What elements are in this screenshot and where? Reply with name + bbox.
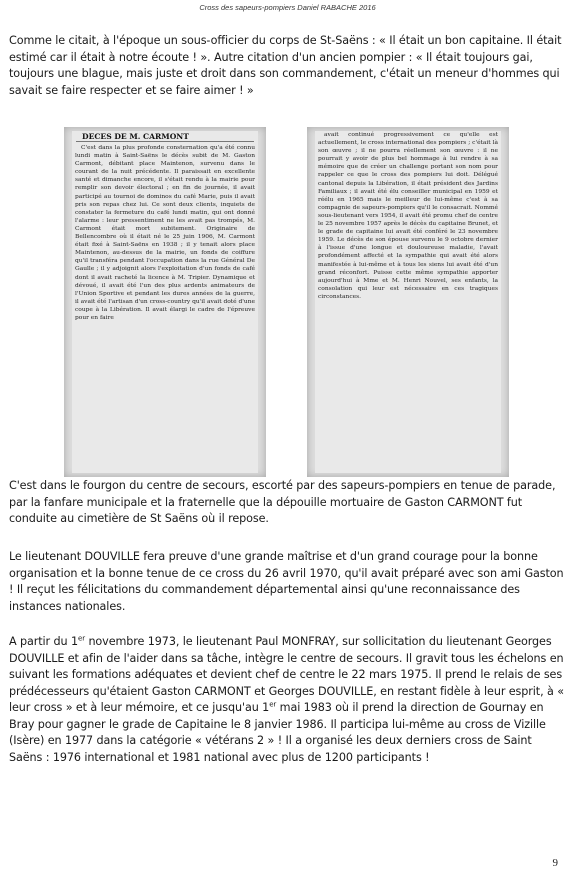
newspaper-clipping-right	[307, 127, 509, 477]
monfray-text-part2: novembre 1973, le lieutenant Paul MONFRAY, sur sollicitation du lieutenant Georges DOUVILLE et afin de l'aider dans sa tâche, intègre le centre de secours. Il gravit tous les échelons en suivant les formations adéquates et devient chef de centre le 22 mars 1975. Il prend le relais de ses prédécesseurs qu'étaient Gaston CARMONT et Georges DOUVILLE, en restant fidèle à leur esprit, à « leur cross » et à leur mémoire, et ce jusqu'au 1	[9, 635, 564, 714]
douville-paragraph: Le lieutenant DOUVILLE fera preuve d'une grande maîtrise et d'un grand courage pour la bonne organisation et la bonne tenue de ce cross du 26 avril 1970, qu'il avait préparé avec son ami Gaston ! Il reçut les félicitations du commandement départemental ainsi qu'une reconnaissance des instances nationales.	[9, 550, 564, 613]
monfray-text-part3: mai 1983 où il prend la direction de Gournay en Bray pour gagner le grade de Capitaine le 8 janvier 1986. Il participa lui-même au cross de Vizille (Isère) en 1977 dans la catégorie « vétérans 2 » ! Il a organisé les deux derniers cross de Saint Saëns : 1976 international et 1981 national avec plus de 1200 participants !	[9, 701, 546, 764]
clipping-right-text: avait continué progressivement ce qu'elle est actuellement, le cross international des pompiers ; c'était là son œuvre ; il ne pourra réellement son œuvre : il ne pourrait y avoir de plus bel hommage à lui rendre à sa mémoire que de créer un challenge portant son nom pour rappeler ce que le cross des pompiers lui doit. Délégué cantonal depuis la Libération, il était président des Jardins Familiaux ; il avait été élu conseiller municipal en 1959 et réélu en 1965 mais le meilleur de lui-même c'est à sa compagnie de sapeurs-pompiers qu'il le consacrait. Nommé sous-lieutenant vers 1954, il avait été promu chef de centre le 25 novembre 1957 après le décès du capitaine Brunet, et le grade de capitaine lui avait été conféré le 23 novembre 1959. Le décès de son épouse survenu le 9 octobre dernier à l'issue d'une longue et douloureuse maladie, l'avait profondément affecté et la sympathie qui avait été alors manifestée à lui-même et à tous les siens lui avait été d'un grand réconfort. Puisse cette même sympathie apporter aujourd'hui à Mme et M. Henri Nouvel, ses enfants, la consolation qui leur est nécessaire en ces tragiques circonstances.	[318, 132, 498, 300]
clipping-left-text: C'est dans la plus profonde consternation qu'a été connu lundi matin à Saint-Saëns le décès subit de M. Gaston Carmont, débitant place Maintenon, survenu dans le courant de la nuit précédente. Il paraissait en excellente santé et dimanche encore, il s'était rendu à la mairie pour remplir son devoir électoral ; en fin de journée, il avait participé au tournoi de dominos du café Marie, puis il avait pris son repas chez lui. Ce sont deux clients, inquiets de constater la fermeture du café lundi matin, qui ont donné l'alarme : leur pressentiment ne les avait pas trompés, M. Carmont était mort subitement. Originaire de Bellencombre où il était né le 25 juin 1906, M. Carmont était fixé à Saint-Saëns en 1938 ; il y tenait alors place Maintenon, au-dessus de la mairie, un fonds de coiffure qu'il transféra pendant l'occupation dans la rue Général De Gaulle ; il y adjoignit alors l'exploitation d'un fonds de café dont il avait racheté la licence à M. Tripier. Dynamique et dévoué, il avait été l'un des plus ardents animateurs de l'Union Sportive et pendant les dures années de la guerre, il avait été l'artisan d'un cross-country qu'il avait doté d'une coupe à la Libération. Il avait élargi le cadre de l'épreuve pour en faire	[75, 145, 255, 321]
ordinal-suffix: er	[269, 700, 277, 709]
clipping-left-body	[72, 131, 258, 473]
page-number: 9	[552, 857, 558, 869]
intro-paragraph: Comme le citait, à l'époque un sous-officier du corps de St-Saëns : « Il était un bon capitaine. Il était estimé car il était à notre écoute ! ». Autre citation d'un ancien pompier : « Il était toujours gai, toujours une blague, mais juste et droit dans son commandement, c'était un meneur d'hommes qui savait se faire respecter et se faire aimer ! »	[9, 34, 562, 97]
clipping-right-body	[315, 131, 501, 473]
clipping-left-title: DECES DE M. CARMONT	[76, 131, 254, 142]
funeral-paragraph: C'est dans le fourgon du centre de secours, escorté par des sapeurs-pompiers en tenue de parade, par la fanfare municipale et la fraternelle que la dépouille mortuaire de Gaston CARMONT fut conduite au cimetière de St Saëns où il repose.	[9, 479, 556, 525]
monfray-paragraph	[9, 634, 565, 766]
newspaper-clipping-left	[64, 127, 266, 477]
ordinal-suffix: er	[77, 634, 85, 643]
monfray-text-part1: A partir du 1	[9, 635, 78, 648]
running-header: Cross des sapeurs-pompiers Daniel RABACHE 2016	[199, 3, 376, 12]
